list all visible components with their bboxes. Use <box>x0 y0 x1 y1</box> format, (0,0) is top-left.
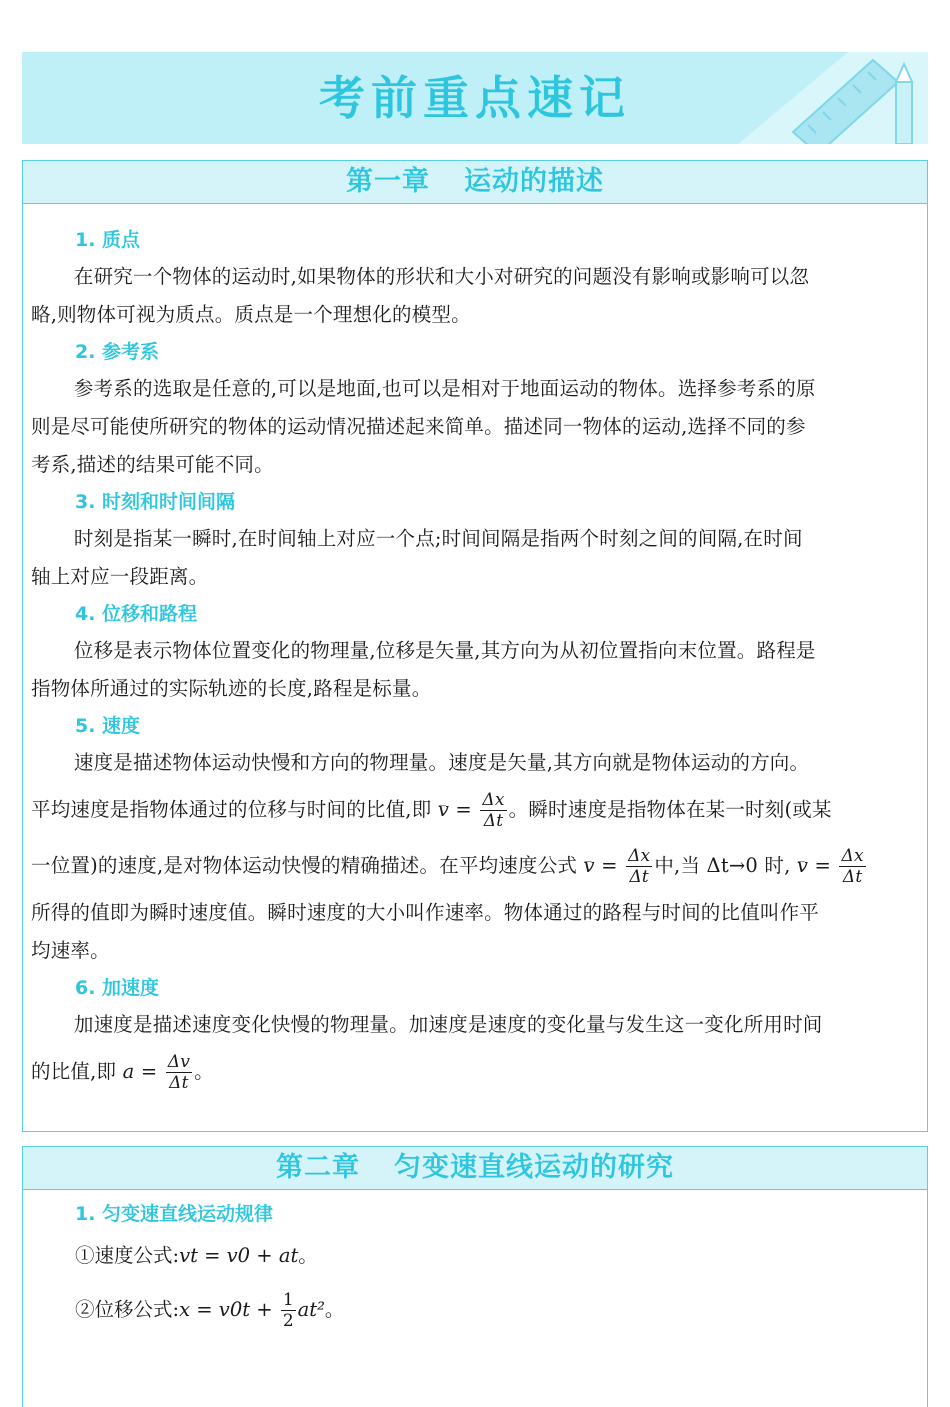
page-title: 考前重点速记 <box>319 71 631 125</box>
chapter-1-title <box>23 161 927 204</box>
chapter-1-box <box>22 160 928 1132</box>
chapter-1-name: 运动的描述 <box>464 166 604 197</box>
fraction: $\frac{\Delta x}{\Delta t}$ <box>482 790 505 831</box>
fraction: $\frac{1}{2}$ <box>282 1290 294 1331</box>
displacement-formula: ②位移公式:x = v0t + $\frac{1}{2}$ at²。 <box>75 1290 345 1331</box>
section-paragraph: 位移是表示物体位置变化的物理量,位移是矢量,其方向为从初位置指向末位置。路程是 指物体所通过的实际轨迹的长度,路程是标量。 <box>31 639 816 700</box>
chapter-2-title <box>23 1147 927 1190</box>
section-paragraph: 参考系的选取是任意的,可以是地面,也可以是相对于地面运动的物体。选择参考系的原 则是尽可能使所研究的物体的运动情况描述起来简单。描述同一物体的运动,选择不同的参 考系,描述的结果可能不同。 <box>31 377 816 476</box>
section-paragraph: 加速度是描述速度变化快慢的物理量。加速度是速度的变化量与发生这一变化所用时间 的比值,即 a = $\frac{\Delta v}{\Delta t}$ 。 <box>31 1013 823 1093</box>
fraction: $\frac{\Delta v}{\Delta t}$ <box>167 1052 191 1093</box>
page-banner <box>22 52 928 144</box>
section-heading: 4. 位移和路程 <box>75 603 198 625</box>
section-paragraph: 在研究一个物体的运动时,如果物体的形状和大小对研究的问题没有影响或影响可以忽 略,则物体可视为质点。质点是一个理想化的模型。 <box>31 265 810 326</box>
section-heading: 1. 质点 <box>75 229 141 251</box>
chapter-1-number: 第一章 <box>346 166 430 197</box>
section-paragraph: 速度是描述物体运动快慢和方向的物理量。速度是矢量,其方向就是物体运动的方向。 平均速度是指物体通过的位移与时间的比值,即 ‾ v = $\frac{\Delta x}{\Delta t}$ 。瞬时速度是指物体在某一时刻(或某 一位置)的速度,是对物体运动快慢的精确描述。在平均速度公式 ‾ v = $\frac{\Delta x}{\Delta t}$ 中,当 Δt→0 时, ‾ v = $\frac{\Delta x}{\Delta t}$ 所得的值即为瞬时速度值。瞬时速度的大小叫作速率。物体通过的路程与时间的比值叫作平 均速率。 <box>31 744 919 970</box>
section-heading: 1. 匀变速直线运动规律 <box>75 1203 274 1225</box>
chapter-2-number: 第二章 <box>276 1152 360 1183</box>
section-paragraph: 时刻是指某一瞬时,在时间轴上对应一个点;时间间隔是指两个时刻之间的间隔,在时间 轴上对应一段距离。 <box>31 527 803 588</box>
section-heading: 2. 参考系 <box>75 341 160 363</box>
velocity-formula: ①速度公式:vt = v0 + at。 <box>75 1244 318 1267</box>
section-heading: 3. 时刻和时间间隔 <box>75 491 236 513</box>
fraction: $\frac{\Delta x}{\Delta t}$ <box>841 846 864 887</box>
fraction: $\frac{\Delta x}{\Delta t}$ <box>628 846 651 887</box>
ruler-pencil-icon <box>698 52 928 144</box>
chapter-2-name: 匀变速直线运动的研究 <box>394 1152 674 1183</box>
section-heading: 6. 加速度 <box>75 977 160 999</box>
section-heading: 5. 速度 <box>75 715 141 737</box>
chapter-2-box <box>22 1146 928 1407</box>
